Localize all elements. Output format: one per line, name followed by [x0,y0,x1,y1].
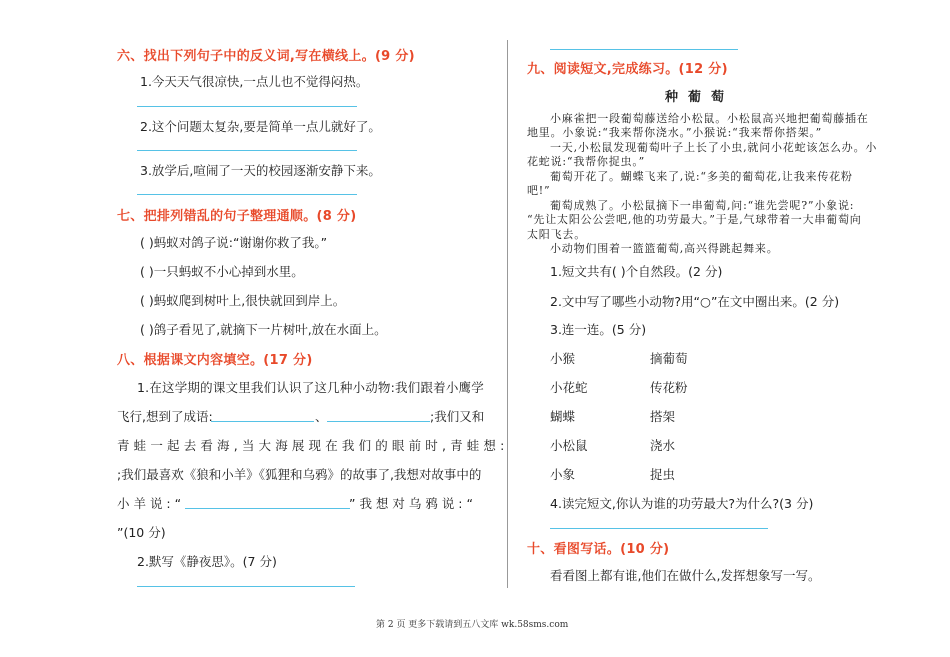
column-divider [507,40,508,588]
s7-item-2: ( )一只蚂蚁不小心掉到水里。 [140,264,304,279]
passage-title: 种葡萄 [665,90,735,105]
passage-line: 吧!” [527,184,551,197]
s8-para-1-line-2c: ;我们又和 [430,409,485,424]
match-right-item[interactable]: 浇水 [650,438,676,453]
match-right-item[interactable]: 搭架 [650,409,676,424]
match-left-item[interactable]: 小猴 [550,351,576,366]
passage-line: 太阳飞去。 [527,228,586,241]
s8-para-1-line-1: 1.在这学期的课文里我们认识了这几种小动物:我们跟着小鹰学 [137,380,484,395]
answer-line[interactable] [550,49,738,50]
s6-item-3: 3.放学后,喧闹了一天的校园逐渐安静下来。 [140,163,381,178]
answer-line[interactable] [185,508,350,509]
match-right-item[interactable]: 传花粉 [650,380,688,395]
s8-para-1-line-2a: 飞行,想到了成语: [117,409,213,424]
question-3: 3.连一连。(5 分) [550,322,647,337]
passage-line: 葡萄开花了。蝴蝶飞来了,说:“多美的葡萄花,让我来传花粉 [550,170,853,183]
section-9-heading: 九、阅读短文,完成练习。(12 分) [527,62,728,77]
s7-item-3: ( )蚂蚁爬到树叶上,很快就回到岸上。 [140,293,346,308]
page-footer: 第 2 页 更多下载请到五八文库 wk.58sms.com [376,620,569,630]
s8-para-1-line-5b: ” 我 想 对 乌 鸦 说 : “ [349,496,473,511]
section-10-text: 看看图上都有谁,他们在做什么,发挥想象写一写。 [550,568,821,583]
answer-line[interactable] [137,586,355,587]
s8-para-1-line-3: 青 蛙 一 起 去 看 海 , 当 大 海 展 现 在 我 们 的 眼 前 时 , 青 蛙 想 : [117,438,505,453]
question-2: 2.文中写了哪些小动物?用“○”在文中圈出来。(2 分) [550,294,840,309]
s7-item-1: ( )蚂蚁对鸽子说:“谢谢你救了我。” [140,235,328,250]
passage-line: 地里。小象说:“我来帮你浇水。”小猴说:“我来帮你搭架。” [527,126,823,139]
match-left-item[interactable]: 蝴蝶 [550,409,576,424]
passage-line: 花蛇说:“我帮你捉虫。” [527,155,646,168]
passage-line: 一天,小松鼠发现葡萄叶子上长了小虫,就问小花蛇该怎么办。小 [550,141,878,154]
section-10-heading: 十、看图写话。(10 分) [527,542,670,557]
passage-line: 小麻雀把一段葡萄藤送给小松鼠。小松鼠高兴地把葡萄藤插在 [550,112,869,125]
question-1: 1.短文共有( )个自然段。(2 分) [550,264,723,279]
passage-line: “先让太阳公公尝吧,他的功劳最大。”于是,气球带着一大串葡萄向 [527,213,862,226]
s8-para-1-line-6: ”(10 分) [117,525,166,540]
passage-line: 小动物们围着一篮篮葡萄,高兴得跳起舞来。 [550,242,779,255]
section-7-heading: 七、把排列错乱的句子整理通顺。(8 分) [117,209,357,224]
answer-line[interactable] [137,150,357,151]
answer-line[interactable] [550,528,768,529]
s8-para-2: 2.默写《静夜思》。(7 分) [137,554,277,569]
section-6-heading: 六、找出下列句子中的反义词,写在横线上。(9 分) [117,49,415,64]
match-left-item[interactable]: 小松鼠 [550,438,588,453]
match-left-item[interactable]: 小象 [550,467,576,482]
s8-para-1-line-2b: 、 [315,409,328,424]
s6-item-1: 1.今天天气很凉快,一点儿也不觉得闷热。 [140,74,369,89]
match-left-item[interactable]: 小花蛇 [550,380,588,395]
match-right-item[interactable]: 摘葡萄 [650,351,688,366]
answer-line[interactable] [137,106,357,107]
match-right-item[interactable]: 捉虫 [650,467,676,482]
answer-line[interactable] [211,421,314,422]
section-8-heading: 八、根据课文内容填空。(17 分) [117,353,313,368]
answer-line[interactable] [137,194,357,195]
s7-item-4: ( )鸽子看见了,就摘下一片树叶,放在水面上。 [140,322,387,337]
s8-para-1-line-4: ;我们最喜欢《狼和小羊》《狐狸和乌鸦》的故事了,我想对故事中的 [117,467,482,482]
question-4: 4.读完短文,你认为谁的功劳最大?为什么?(3 分) [550,496,814,511]
answer-line[interactable] [327,421,430,422]
s6-item-2: 2.这个问题太复杂,要是简单一点儿就好了。 [140,119,381,134]
s8-para-1-line-5a: 小 羊 说 : “ [117,496,182,511]
passage-line: 葡萄成熟了。小松鼠摘下一串葡萄,问:“谁先尝呢?”小象说: [550,199,855,212]
